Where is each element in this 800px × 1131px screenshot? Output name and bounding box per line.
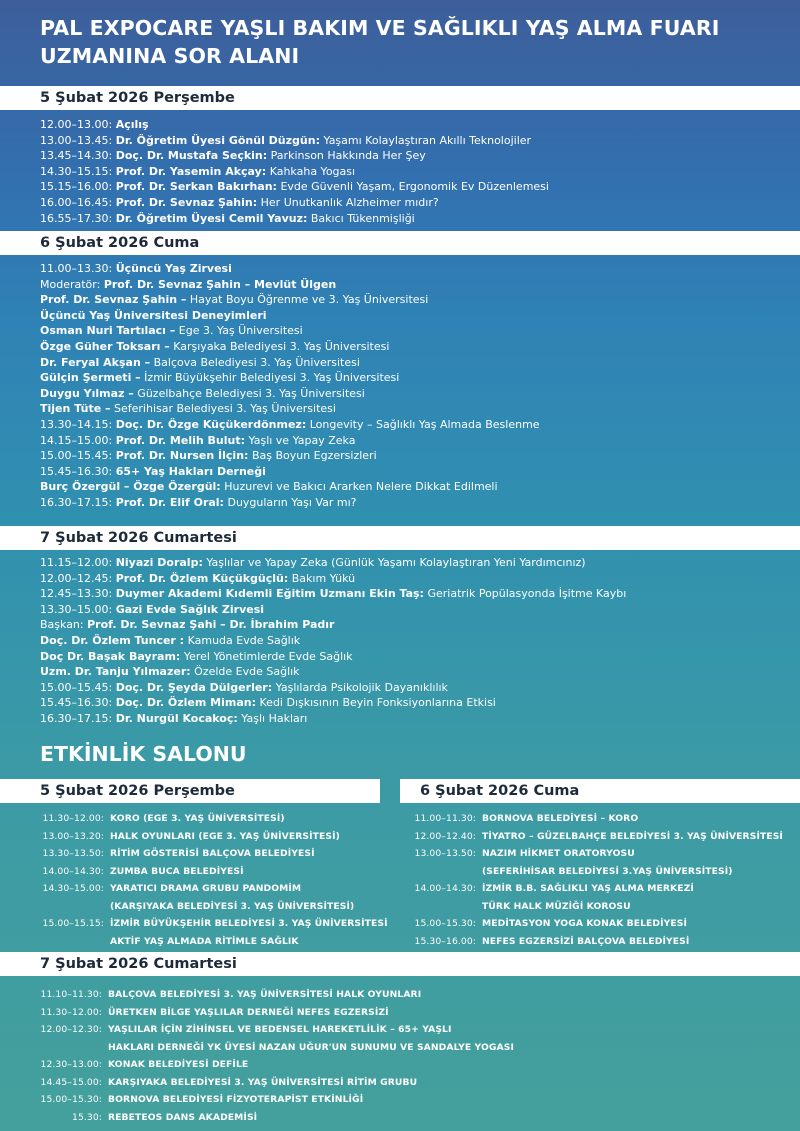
time-label: 12.00–12.30: [40, 1024, 102, 1035]
speaker-label: Dr. Nurgül Kocakoç: [115, 711, 238, 725]
topic-label: Her Unutkanlık Alzheimer mıdır? [260, 195, 439, 209]
schedule-row [40, 828, 395, 846]
topic-label: Kedi Dışkısının Beyin Fonksiyonlarına Etkisi [259, 696, 496, 710]
salon-day3-schedule [40, 986, 790, 1126]
speaker-label: Üçüncü Yaş Zirvesi [115, 262, 232, 275]
schedule-row [40, 164, 790, 180]
time-label: 13.30–13.50: [42, 848, 104, 859]
activity-label: MEDİTASYON YOGA KONAK BELEDİYESİ [482, 918, 688, 929]
time-label: 16.30–17.15: [40, 711, 113, 725]
salon-title: ETKİNLİK SALONU [40, 742, 247, 766]
speaker-label: Prof. Dr. Serkan Bakırhan: [115, 180, 277, 194]
topic-label: Baş Boyun Egzersizleri [251, 449, 377, 463]
time-label: 15.00–15.15: [42, 918, 104, 929]
topic-label: Yaşlılar ve Yapay Zeka (Günlük Yaşamı Kolaylaştıran Yeni Yardımcınız) [206, 556, 586, 569]
schedule-row [40, 898, 395, 916]
schedule-row [410, 810, 798, 828]
time-label: 12.00–12.40: [414, 830, 476, 842]
activity-label: BORNOVA BELEDİYESİ – KORO [482, 813, 639, 824]
activity-label: RİTİM GÖSTERİSİ BALÇOVA BELEDİYESİ [110, 848, 315, 859]
topic-label: Bakım Yükü [291, 571, 356, 585]
speaker-label: Uzm. Dr. Tanju Yılmazer: [40, 665, 191, 679]
schedule-row [40, 1021, 790, 1039]
time-label: 15.00–15.45: [40, 449, 113, 463]
activity-label: YAŞLILAR İÇİN ZİHİNSEL VE BEDENSEL HAREKETLİLİK – 65+ YAŞLI [108, 1024, 452, 1035]
speaker-label: Prof. Dr. Özlem Küçükgüçlü: [115, 571, 289, 585]
speaker-label: Prof. Dr. Sevnaz Şahin – Mevlüt Ülgen [103, 277, 337, 291]
activity-label: TİYATRO – GÜZELBAHÇE BELEDİYESİ 3. YAŞ ÜNİVERSİTESİ [482, 830, 783, 842]
schedule-row [40, 339, 790, 355]
topic-label: Yaşamı Kolaylaştıran Akıllı Teknolojiler [323, 133, 532, 147]
schedule-row [40, 586, 790, 602]
page-title [40, 14, 790, 70]
schedule-row [40, 277, 790, 293]
time-label: 13.30–15.00: [40, 602, 113, 616]
salon-day1-header: 5 Şubat 2026 Perşembe [0, 779, 380, 803]
time-label: 15.00–15.45: [40, 680, 113, 694]
schedule-row [40, 355, 790, 371]
schedule-row [40, 1056, 790, 1074]
speaker-label: Doç. Dr. Özlem Miman: [115, 696, 257, 710]
topic-label: İzmir Büyükşehir Belediyesi 3. Yaş Üniversitesi [144, 371, 400, 385]
schedule-row [40, 148, 790, 164]
activity-label: (SEFERİHİSAR BELEDİYESİ 3.YAŞ ÜNİVERSİTESİ) [482, 865, 733, 877]
schedule-row [40, 986, 790, 1004]
schedule-row [40, 133, 790, 149]
activity-label: TÜRK HALK MÜZİĞİ KOROSU [482, 900, 631, 912]
activity-label: KONAK BELEDİYESİ DEFİLE [108, 1059, 249, 1070]
day1-header: 5 Şubat 2026 Perşembe [0, 86, 800, 110]
speaker-label: Dr. Öğretim Üyesi Gönül Düzgün: [115, 133, 320, 147]
activity-label: NEFES EGZERSİZİ BALÇOVA BELEDİYESİ [482, 935, 690, 947]
schedule-row [40, 117, 790, 133]
schedule-row [40, 863, 395, 881]
activity-label: BORNOVA BELEDİYESİ FİZYOTERAPİST ETKİNLİĞİ [108, 1094, 364, 1105]
speaker-label: Prof. Dr. Sevnaz Şahin: [115, 195, 258, 209]
activity-label: AKTİF YAŞ ALMADA RİTİMLE SAĞLIK [110, 935, 299, 947]
activity-label: HAKLARI DERNEĞİ YK ÜYESİ NAZAN UĞUR'UN SUNUMU VE SANDALYE YOGASI [108, 1041, 514, 1053]
topic-label: Yerel Yönetimlerde Evde Sağlık [183, 649, 353, 663]
topic-label: Geriatrik Popülasyonda İşitme Kaybı [427, 587, 627, 601]
activity-label: BALÇOVA BELEDİYESİ 3. YAŞ ÜNİVERSİTESİ HALK OYUNLARI [108, 989, 422, 1000]
time-label: 14.30–15.00: [42, 883, 104, 894]
speaker-label: Prof. Dr. Yasemin Akçay: [115, 164, 267, 178]
topic-label: Evde Güvenli Yaşam, Ergonomik Ev Düzenlemesi [280, 180, 549, 194]
speaker-label: Niyazi Doralp: [115, 556, 203, 569]
schedule-row [40, 211, 790, 227]
speaker-label: Prof. Dr. Nursen İlçin: [115, 449, 249, 463]
schedule-row [410, 828, 798, 846]
speaker-label: Gülçin Şermeti – [40, 371, 141, 385]
schedule-row [40, 915, 395, 933]
time-label: 14.00–14.30: [414, 883, 476, 894]
schedule-row [40, 179, 790, 195]
day3-header: 7 Şubat 2026 Cumartesi [0, 526, 800, 550]
topic-label: Hayat Boyu Öğrenme ve 3. Yaş Üniversitesi [189, 293, 429, 307]
schedule-row [40, 370, 790, 386]
time-label: 11.30–12.00: [40, 1006, 102, 1018]
schedule-row [40, 433, 790, 449]
speaker-label: Burç Özergül – Özge Özergül: [40, 480, 221, 494]
speaker-label: Gazi Evde Sağlık Zirvesi [115, 602, 265, 616]
topic-label: Bakıcı Tükenmişliği [310, 211, 415, 225]
time-label: Başkan: [40, 618, 84, 632]
speaker-label: Tijen Tüte – [40, 402, 111, 416]
schedule-row [40, 495, 790, 511]
topic-label: Longevity – Sağlıklı Yaş Almada Beslenme [309, 417, 540, 431]
day2-header: 6 Şubat 2026 Cuma [0, 231, 800, 255]
speaker-label: Açılış [115, 118, 149, 131]
speaker-label: Dr. Öğretim Üyesi Cemil Yavuz: [115, 211, 308, 225]
time-label: 15.30: [72, 1111, 102, 1123]
schedule-row [40, 417, 790, 433]
schedule-row [40, 555, 790, 571]
speaker-label: Prof. Dr. Elif Oral: [115, 495, 224, 509]
schedule-row [410, 915, 798, 933]
schedule-row [40, 323, 790, 339]
schedule-row [40, 479, 790, 495]
time-label: Moderatör: [40, 277, 101, 291]
time-label: 14.15–15.00: [40, 433, 113, 447]
time-label: 14.00–14.30: [42, 865, 104, 877]
speaker-label: 65+ Yaş Hakları Derneği [115, 464, 266, 478]
time-label: 12.45–13.30: [40, 587, 113, 601]
day2-schedule [40, 261, 790, 511]
schedule-row [40, 386, 790, 402]
topic-label: Özelde Evde Sağlık [194, 665, 300, 679]
schedule-row [40, 464, 790, 480]
activity-label: YARATICI DRAMA GRUBU PANDOMİM [110, 883, 302, 894]
speaker-label: Doç. Dr. Şeyda Dülgerler: [115, 680, 273, 694]
salon-day2-header: 6 Şubat 2026 Cuma [400, 779, 800, 803]
schedule-row [410, 863, 798, 881]
activity-label: İZMİR B.B. SAĞLIKLI YAŞ ALMA MERKEZİ [482, 883, 694, 894]
time-label: 13.00–13.20: [42, 830, 104, 842]
time-label: 15.30–16.00: [414, 935, 476, 947]
schedule-row [40, 292, 790, 308]
schedule-row [40, 1074, 790, 1092]
schedule-row [40, 880, 395, 898]
speaker-label: Doç. Dr. Özge Küçükerdönmez: [115, 417, 307, 431]
schedule-row [410, 845, 798, 863]
schedule-row [40, 261, 790, 277]
speaker-label: Dr. Feryal Akşan – [40, 355, 151, 369]
title-line-1: PAL EXPOCARE YAŞLI BAKIM VE SAĞLIKLI YAŞ ALMA FUARI [40, 16, 720, 40]
time-label: 11.00–11.30: [414, 813, 476, 824]
schedule-row [40, 1039, 790, 1057]
topic-label: Kahkaha Yogası [269, 164, 356, 178]
schedule-row [40, 649, 790, 665]
speaker-label: Prof. Dr. Sevnaz Şahi – Dr. İbrahim Padır [87, 618, 335, 632]
speaker-label: Doç Dr. Başak Bayram: [40, 649, 181, 663]
schedule-row [40, 664, 790, 680]
topic-label: Seferihisar Belediyesi 3. Yaş Üniversitesi [114, 402, 336, 416]
topic-label: Karşıyaka Belediyesi 3. Yaş Üniversitesi [173, 339, 390, 353]
time-label: 11.00–13.30: [40, 262, 113, 275]
schedule-row [40, 602, 790, 618]
topic-label: Güzelbahçe Belediyesi 3. Yaş Üniversitesi [137, 386, 365, 400]
schedule-row [40, 695, 790, 711]
speaker-label: Özge Güher Toksarı – [40, 339, 170, 353]
schedule-row [40, 1091, 790, 1109]
activity-label: ÜRETKEN BİLGE YAŞLILAR DERNEĞİ NEFES EGZERSİZİ [108, 1006, 389, 1018]
topic-label: Yaşlılarda Psikolojik Dayanıklılık [275, 680, 448, 694]
schedule-row [410, 898, 798, 916]
time-label: 13.00–13.45: [40, 133, 113, 147]
schedule-row [410, 933, 798, 951]
schedule-row [40, 571, 790, 587]
time-label: 16.00–16.45: [40, 195, 113, 209]
activity-label: İZMİR BÜYÜKŞEHİR BELEDİYESİ 3. YAŞ ÜNİVERSİTESİ [110, 918, 388, 929]
time-label: 15.45–16.30: [40, 464, 113, 478]
title-line-2: UZMANINA SOR ALANI [40, 44, 300, 68]
time-label: 14.30–15.15: [40, 164, 113, 178]
topic-label: Balçova Belediyesi 3. Yaş Üniversitesi [153, 355, 360, 369]
speaker-label: Duygu Yılmaz – [40, 386, 134, 400]
time-label: 12.00–12.45: [40, 571, 113, 585]
schedule-row [40, 680, 790, 696]
schedule-row [40, 308, 790, 324]
schedule-row [40, 845, 395, 863]
topic-label: Huzurevi ve Bakıcı Ararken Nelere Dikkat Edilmeli [224, 480, 498, 494]
schedule-row [40, 633, 790, 649]
schedule-row [40, 195, 790, 211]
speaker-label: Prof. Dr. Melih Bulut: [115, 433, 246, 447]
time-label: 15.45–16.30: [40, 696, 113, 710]
schedule-row [40, 617, 790, 633]
time-label: 11.15–12.00: [40, 556, 113, 569]
topic-label: Yaşlı Hakları [241, 711, 308, 725]
speaker-label: Prof. Dr. Sevnaz Şahin – [40, 293, 187, 307]
speaker-label: Osman Nuri Tartılacı – [40, 324, 176, 338]
speaker-label: Duymer Akademi Kıdemli Eğitim Uzmanı Ekin Taş: [115, 587, 424, 601]
schedule-row [40, 933, 395, 951]
schedule-row [40, 810, 395, 828]
time-label: 11.10–11.30: [40, 989, 102, 1000]
time-label: 13.00–13.50: [414, 848, 476, 859]
speaker-label: Doç. Dr. Özlem Tuncer : [40, 633, 185, 647]
day3-schedule [40, 555, 790, 727]
day1-schedule [40, 117, 790, 226]
time-label: 16.30–17.15: [40, 495, 113, 509]
schedule-row [40, 1109, 790, 1127]
time-label: 15.00–15.30: [40, 1094, 102, 1105]
activity-label: KORO (EGE 3. YAŞ ÜNİVERSİTESİ) [110, 813, 285, 824]
time-label: 12.00–13.00: [40, 118, 113, 131]
activity-label: ZUMBA BUCA BELEDİYESİ [110, 865, 244, 877]
topic-label: Parkinson Hakkında Her Şey [270, 149, 426, 163]
schedule-row [410, 880, 798, 898]
time-label: 16.55–17.30: [40, 211, 113, 225]
topic-label: Yaşlı ve Yapay Zeka [248, 433, 356, 447]
topic-label: Kamuda Evde Sağlık [187, 633, 301, 647]
time-label: 15.00–15.30: [414, 918, 476, 929]
time-label: 11.30–12.00: [42, 813, 104, 824]
activity-label: HALK OYUNLARI (EGE 3. YAŞ ÜNİVERSİTESİ) [110, 830, 340, 842]
salon-day2-schedule [410, 810, 798, 950]
schedule-row [40, 711, 790, 727]
time-label: 15.15–16.00: [40, 180, 113, 194]
schedule-row [40, 1004, 790, 1022]
speaker-label: Üçüncü Yaş Üniversitesi Deneyimleri [40, 308, 267, 322]
time-label: 13.45–14.30: [40, 149, 113, 163]
time-label: 12.30–13.00: [40, 1059, 102, 1070]
activity-label: NAZIM HİKMET ORATORYOSU [482, 848, 635, 859]
activity-label: REBETEOS DANS AKADEMİSİ [108, 1111, 258, 1123]
activity-label: (KARŞIYAKA BELEDİYESİ 3. YAŞ ÜNİVERSİTESİ) [110, 900, 355, 912]
salon-day1-schedule [40, 810, 395, 950]
schedule-row [40, 401, 790, 417]
topic-label: Ege 3. Yaş Üniversitesi [178, 324, 303, 338]
time-label: 14.45–15.00: [40, 1076, 102, 1088]
speaker-label: Doç. Dr. Mustafa Seçkin: [115, 149, 268, 163]
topic-label: Duyguların Yaşı Var mı? [227, 495, 357, 509]
time-label: 13.30–14.15: [40, 417, 113, 431]
activity-label: KARŞIYAKA BELEDİYESİ 3. YAŞ ÜNİVERSİTESİ RİTİM GRUBU [108, 1076, 418, 1088]
schedule-row [40, 448, 790, 464]
salon-day3-header: 7 Şubat 2026 Cumartesi [0, 952, 800, 976]
